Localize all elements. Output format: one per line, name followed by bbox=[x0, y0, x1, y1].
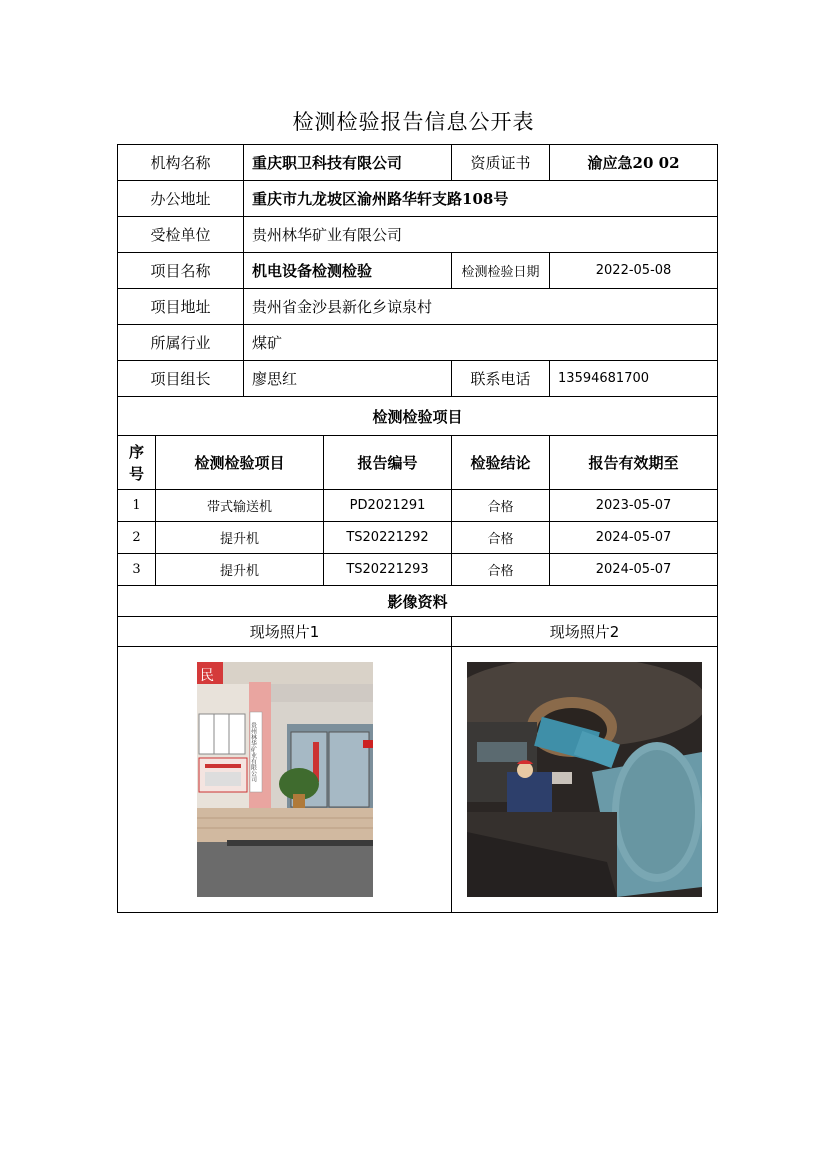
table-row bbox=[118, 490, 718, 522]
item-result: 合格 bbox=[452, 554, 550, 586]
org-value: 重庆职卫科技有限公司 bbox=[244, 145, 452, 181]
photo2-cell bbox=[452, 647, 718, 913]
banner-text: 民 bbox=[199, 668, 214, 684]
item-result: 合格 bbox=[452, 522, 550, 554]
table-row bbox=[118, 522, 718, 554]
date-label: 检测检验日期 bbox=[452, 253, 550, 289]
item-report-no: PD2021291 bbox=[324, 490, 452, 522]
row-photo-labels bbox=[118, 617, 718, 647]
items-section-title: 检测检验项目 bbox=[118, 397, 718, 436]
page-title: 检测检验报告信息公开表 bbox=[292, 110, 535, 134]
addr-value: 重庆市九龙坡区渝州路华轩支路108号 bbox=[244, 181, 718, 217]
item-report-no: TS20221293 bbox=[324, 554, 452, 586]
sign-text: 贵州林华矿业有限公司 bbox=[249, 722, 257, 782]
row-photos bbox=[118, 647, 718, 913]
unit-value: 贵州林华矿业有限公司 bbox=[244, 217, 718, 253]
photo1-building-entrance bbox=[197, 662, 373, 897]
row-unit bbox=[118, 217, 718, 253]
leader-value: 廖思红 bbox=[244, 361, 452, 397]
proj-label: 项目名称 bbox=[118, 253, 244, 289]
report-table bbox=[117, 144, 718, 913]
industry-value: 煤矿 bbox=[244, 325, 718, 361]
org-label: 机构名称 bbox=[118, 145, 244, 181]
photos-section-title: 影像资料 bbox=[118, 586, 718, 617]
header-valid: 报告有效期至 bbox=[550, 436, 718, 490]
photo2-machine-inspection bbox=[467, 662, 702, 897]
unit-label: 受检单位 bbox=[118, 217, 244, 253]
item-report-no: TS20221292 bbox=[324, 522, 452, 554]
items-header-row bbox=[118, 436, 718, 490]
row-site bbox=[118, 289, 718, 325]
addr-label: 办公地址 bbox=[118, 181, 244, 217]
header-item: 检测检验项目 bbox=[156, 436, 324, 490]
item-seq: 3 bbox=[118, 554, 156, 586]
header-seq-text: 序号 bbox=[128, 442, 144, 483]
site-label: 项目地址 bbox=[118, 289, 244, 325]
item-valid: 2024-05-07 bbox=[550, 554, 718, 586]
item-result: 合格 bbox=[452, 490, 550, 522]
industry-label: 所属行业 bbox=[118, 325, 244, 361]
proj-value: 机电设备检测检验 bbox=[244, 253, 452, 289]
row-project bbox=[118, 253, 718, 289]
header-result: 检验结论 bbox=[452, 436, 550, 490]
date-value: 2022-05-08 bbox=[550, 253, 718, 289]
row-photos-section bbox=[118, 586, 718, 617]
item-seq: 2 bbox=[118, 522, 156, 554]
header-report-no: 报告编号 bbox=[324, 436, 452, 490]
phone-value: 13594681700 bbox=[550, 361, 718, 397]
item-name: 提升机 bbox=[156, 554, 324, 586]
cert-label: 资质证书 bbox=[452, 145, 550, 181]
item-seq: 1 bbox=[118, 490, 156, 522]
row-org bbox=[118, 145, 718, 181]
photo1-label: 现场照片1 bbox=[118, 617, 452, 647]
row-industry bbox=[118, 325, 718, 361]
photo1-cell bbox=[118, 647, 452, 913]
cert-value: 渝应急20 02 bbox=[550, 145, 718, 181]
item-name: 提升机 bbox=[156, 522, 324, 554]
phone-label: 联系电话 bbox=[452, 361, 550, 397]
item-name: 带式输送机 bbox=[156, 490, 324, 522]
leader-label: 项目组长 bbox=[118, 361, 244, 397]
row-items-section bbox=[118, 397, 718, 436]
row-address bbox=[118, 181, 718, 217]
site-value: 贵州省金沙县新化乡谅泉村 bbox=[244, 289, 718, 325]
item-valid: 2023-05-07 bbox=[550, 490, 718, 522]
photo2-label: 现场照片2 bbox=[452, 617, 718, 647]
table-row bbox=[118, 554, 718, 586]
item-valid: 2024-05-07 bbox=[550, 522, 718, 554]
header-seq bbox=[118, 436, 156, 490]
row-leader bbox=[118, 361, 718, 397]
